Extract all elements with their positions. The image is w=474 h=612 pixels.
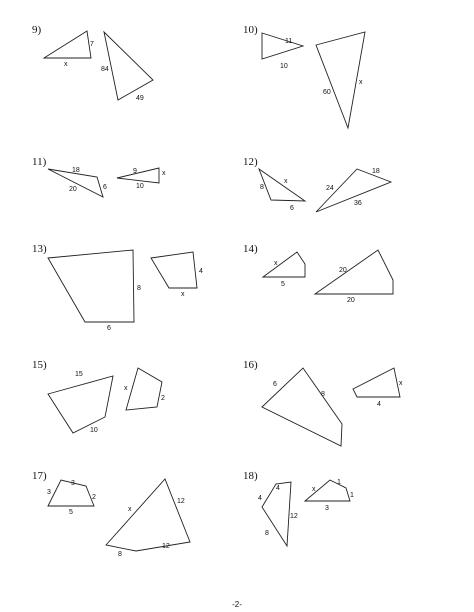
- problem-10: [243, 24, 365, 128]
- large-quadrilateral: [315, 250, 393, 294]
- small-triangle: [262, 33, 303, 59]
- side-label: 8: [265, 530, 269, 537]
- side-label: 5: [281, 281, 285, 288]
- large-quadrilateral: [262, 368, 342, 446]
- problem-number: 10): [243, 24, 258, 36]
- side-label: 11: [285, 38, 293, 45]
- small-quadrilateral: [263, 252, 305, 277]
- side-label: x: [399, 380, 403, 387]
- side-label: 20: [69, 186, 77, 193]
- problem-number: 18): [243, 470, 258, 482]
- side-label: 6: [273, 381, 277, 388]
- side-label: x: [64, 61, 68, 68]
- small-triangle: [117, 168, 159, 183]
- small-triangle: [259, 169, 305, 201]
- side-label: x: [128, 506, 132, 513]
- side-label: 2: [92, 494, 96, 501]
- problem-number: 17): [32, 470, 47, 482]
- side-label: 3: [325, 505, 329, 512]
- side-label: 8: [118, 551, 122, 558]
- side-label: 60: [323, 89, 331, 96]
- side-label: 2: [161, 395, 165, 402]
- side-label: 20: [347, 297, 355, 304]
- side-label: 12: [162, 543, 170, 550]
- side-label: x: [124, 385, 128, 392]
- small-triangle: [44, 31, 91, 58]
- problem-11: [32, 156, 166, 197]
- side-label: x: [162, 170, 166, 177]
- problem-number: 12): [243, 156, 258, 168]
- side-label: 12: [177, 498, 185, 505]
- side-label: 4: [199, 268, 203, 275]
- side-label: x: [312, 486, 316, 493]
- problem-number: 16): [243, 359, 258, 371]
- side-label: x: [274, 260, 278, 267]
- side-label: 8: [137, 285, 141, 292]
- side-label: 10: [90, 427, 98, 434]
- large-quadrilateral: [106, 479, 190, 551]
- side-label: 8: [321, 391, 325, 398]
- large-quadrilateral: [48, 250, 134, 322]
- problem-15: [32, 359, 165, 434]
- problem-number: 13): [32, 243, 47, 255]
- side-label: 9: [133, 168, 137, 175]
- large-quadrilateral: [48, 376, 113, 433]
- side-label: 49: [136, 95, 144, 102]
- problem-16: [243, 359, 403, 446]
- side-label: x: [181, 291, 185, 298]
- side-label: 18: [72, 167, 80, 174]
- side-label: 7: [90, 41, 94, 48]
- side-label: 10: [280, 63, 288, 70]
- problem-17: [32, 470, 190, 558]
- side-label: 4: [276, 485, 280, 492]
- large-triangle: [104, 32, 153, 100]
- large-triangle: [316, 32, 365, 128]
- side-label: 6: [290, 205, 294, 212]
- side-label: 12: [290, 513, 298, 520]
- side-label: 15: [75, 371, 83, 378]
- problem-18: [243, 470, 354, 546]
- problem-number: 9): [32, 24, 42, 36]
- side-label: 10: [136, 183, 144, 190]
- side-label: 6: [107, 325, 111, 332]
- side-label: 24: [326, 185, 334, 192]
- problem-number: 14): [243, 243, 258, 255]
- side-label: 3: [47, 489, 51, 496]
- side-label: 84: [101, 66, 109, 73]
- small-quadrilateral: [126, 368, 162, 410]
- problem-14: [243, 243, 393, 304]
- problem-12: [243, 156, 391, 212]
- side-label: 1: [350, 492, 354, 499]
- side-label: 6: [103, 184, 107, 191]
- side-label: 5: [69, 509, 73, 516]
- side-label: 8: [260, 184, 264, 191]
- side-label: x: [359, 79, 363, 86]
- side-label: 20: [339, 267, 347, 274]
- side-label: 4: [377, 401, 381, 408]
- side-label: 36: [354, 200, 362, 207]
- problem-number: 11): [32, 156, 47, 168]
- small-quadrilateral: [353, 368, 400, 397]
- side-label: 18: [372, 168, 380, 175]
- page-number: -2-: [232, 600, 242, 609]
- small-quadrilateral: [151, 252, 197, 288]
- side-label: x: [284, 178, 288, 185]
- problem-9: [32, 24, 153, 102]
- side-label: 1: [337, 479, 341, 486]
- side-label: 3: [71, 480, 75, 487]
- problem-number: 15): [32, 359, 47, 371]
- problem-13: [32, 243, 203, 332]
- side-label: 4: [258, 495, 262, 502]
